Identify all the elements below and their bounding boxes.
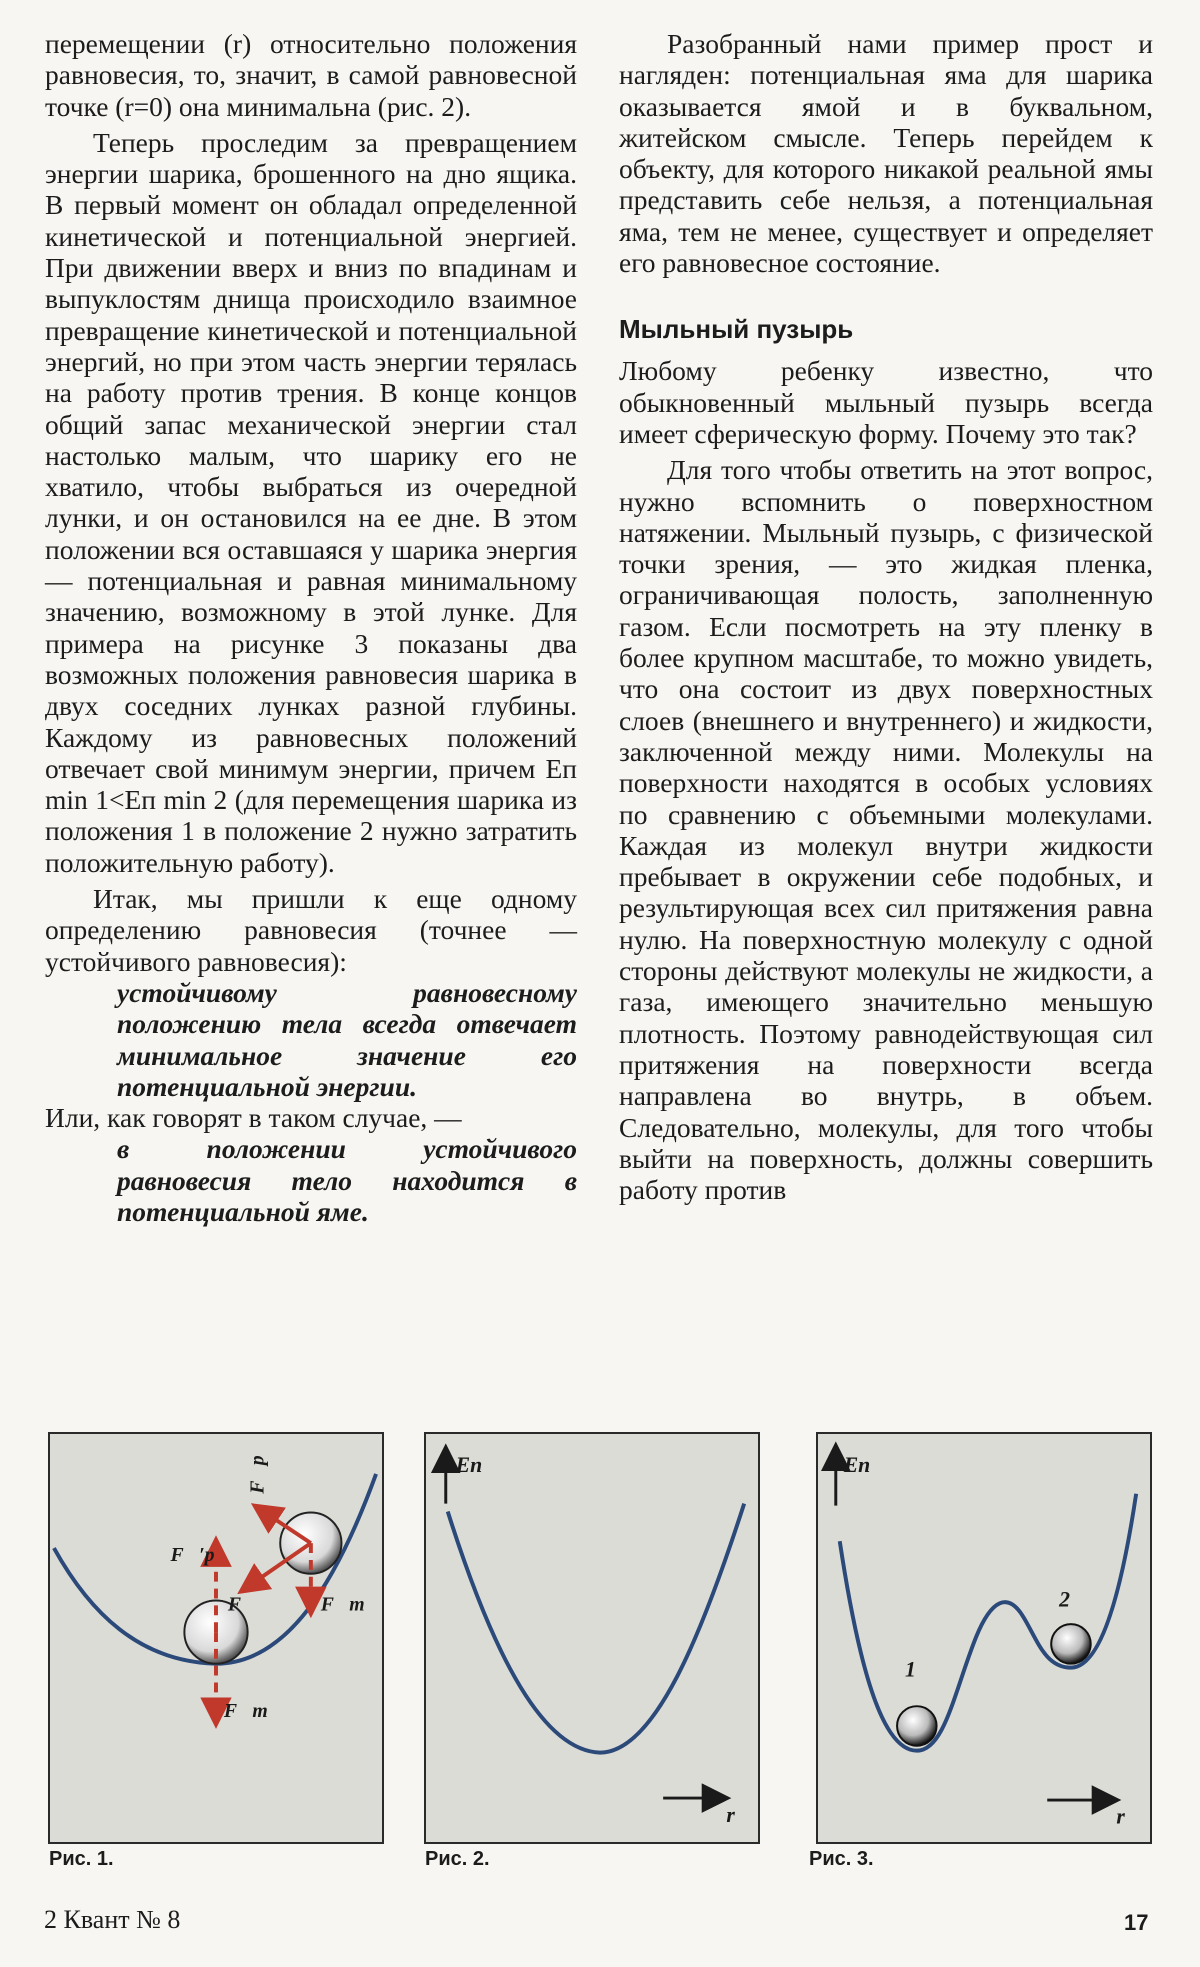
right-paragraph-1: Разобранный нами пример прост и нагляден: потенциальная яма для шарика оказывается ямой и в буквальном, житейском смысле. Теперь перейдем к объекту, для которого никакой реальной ямы представить себе нельзя, а потенциальная яма, тем не менее, существует и определяет его равновесное состояние. <box>619 28 1153 279</box>
figure-1-caption: Рис. 1. <box>49 1848 114 1870</box>
left-column <box>45 28 577 1227</box>
ball-1 <box>897 1706 937 1746</box>
figure-2 <box>424 1432 760 1844</box>
figure-2-caption: Рис. 2. <box>425 1848 490 1870</box>
figure-3-drawing <box>818 1434 1150 1842</box>
left-paragraph-4-lead: Или, как говорят в таком случае, — <box>45 1102 462 1134</box>
y-axis-label: Eп <box>843 1453 871 1477</box>
ball-1-label: 1 <box>904 1657 916 1682</box>
figure-3-caption: Рис. 3. <box>809 1848 874 1870</box>
footer-signature: 2 Квант № 8 <box>44 1905 181 1934</box>
y-axis-label: Eп <box>455 1453 483 1477</box>
figure-1 <box>48 1432 384 1844</box>
figure-3 <box>816 1432 1152 1844</box>
page-number: 17 <box>1124 1910 1149 1935</box>
label-ft-bottom: F⃗т <box>223 1700 268 1723</box>
left-paragraph-3: Итак, мы пришли к еще одному определению равновесия (точнее — устойчивого равновесия): <box>45 883 577 977</box>
left-paragraph-4 <box>45 1102 577 1133</box>
double-well-curve <box>840 1494 1136 1751</box>
right-column <box>619 28 1153 1205</box>
right-paragraph-3: Для того чтобы ответить на этот вопрос, нужно вспомнить о поверхностном натяжении. Мыльный пузырь, с физической точки зрения, — это жидкая пленка, ограничивающая полость, заполненную газом. Если посмотреть на эту пленку в более крупном масштабе, то можно увидеть, что она состоит из двух поверхностных слоев (внешнего и внутреннего) и жидкости, заключенной между ними. Молекулы на поверхности находятся в особых условиях по сравнению с объемными молекулами. Каждая из молекул внутри жидкости пребывает в окружении себе подобных, и результирующая всех сил притяжения равна нулю. На поверхностную молекулу с одной стороны действуют молекулы не жидкости, а газа, имеющего значительно меньшую плотность. Поэтому равнодействующая сил притяжения на поверхности всегда направлена во внутрь, в объем. Следовательно, молекулы, для того чтобы выйти на поверхность, должны совершить работу против <box>619 454 1153 1206</box>
figure-1-drawing <box>50 1434 382 1842</box>
section-heading: Мыльный пузырь <box>619 314 854 345</box>
label-fp: F⃗р <box>246 1455 269 1494</box>
right-paragraph-2: Любому ребенку известно, что обыкновенный мыльный пузырь всегда имеет сферическую форму. Почему это так? <box>619 355 1153 449</box>
left-paragraph-2: Теперь проследим за превращением энергии шарика, брошенного на дно ящика. В первый момент он обладал определенной кинетической и потенциальной энергией. При движении вверх и вниз по впадинам и выпуклостям днища происходило взаимное превращение кинетической и потенциальной энергий, но при этом часть энергии терялась на работу против трения. В конце концов общий запас механической энергии стал настолько малым, что шарику его не хватило, чтобы выбраться из очередной лунки, и он остановился на ее дне. В этом положении вся оставшаяся у шарика энергия — потенциальная и равная минимальному значению, возможному в этой лунке. Для примера на рисунке 3 показаны два возможных положения равновесия шарика в двух соседних лунках разной глубины. Каждому из равновесных положений отвечает свой минимум энергии, причем Eп min 1<Eп min 2 (для перемещения шарика из положения 1 в положение 2 нужно затратить положительную работу). <box>45 126 577 878</box>
quote-potential-well: в положении устойчивого равновесия тело находится в потенциальной яме. <box>117 1133 577 1227</box>
x-axis-label: r <box>726 1802 735 1827</box>
left-paragraph-1: перемещении (r) относительно положения равновесия, то, значит, в самой равновесной точке (r=0) она минимальна (рис. 2). <box>45 28 577 122</box>
ball-2 <box>1051 1624 1091 1664</box>
quote-stable-equilibrium: устойчивому равновесному положению тела всегда отвечает минимальное значение его потенциальной энергии. <box>117 976 577 1102</box>
x-axis-label: r <box>1116 1804 1125 1829</box>
label-f: F⃗ <box>227 1593 257 1616</box>
label-ft-right: F⃗т <box>320 1593 365 1616</box>
figure-2-drawing <box>426 1434 758 1842</box>
ball-2-label: 2 <box>1059 1587 1070 1612</box>
parabola-curve <box>448 1504 744 1753</box>
label-fp-prime: F⃗′р <box>170 1543 215 1566</box>
